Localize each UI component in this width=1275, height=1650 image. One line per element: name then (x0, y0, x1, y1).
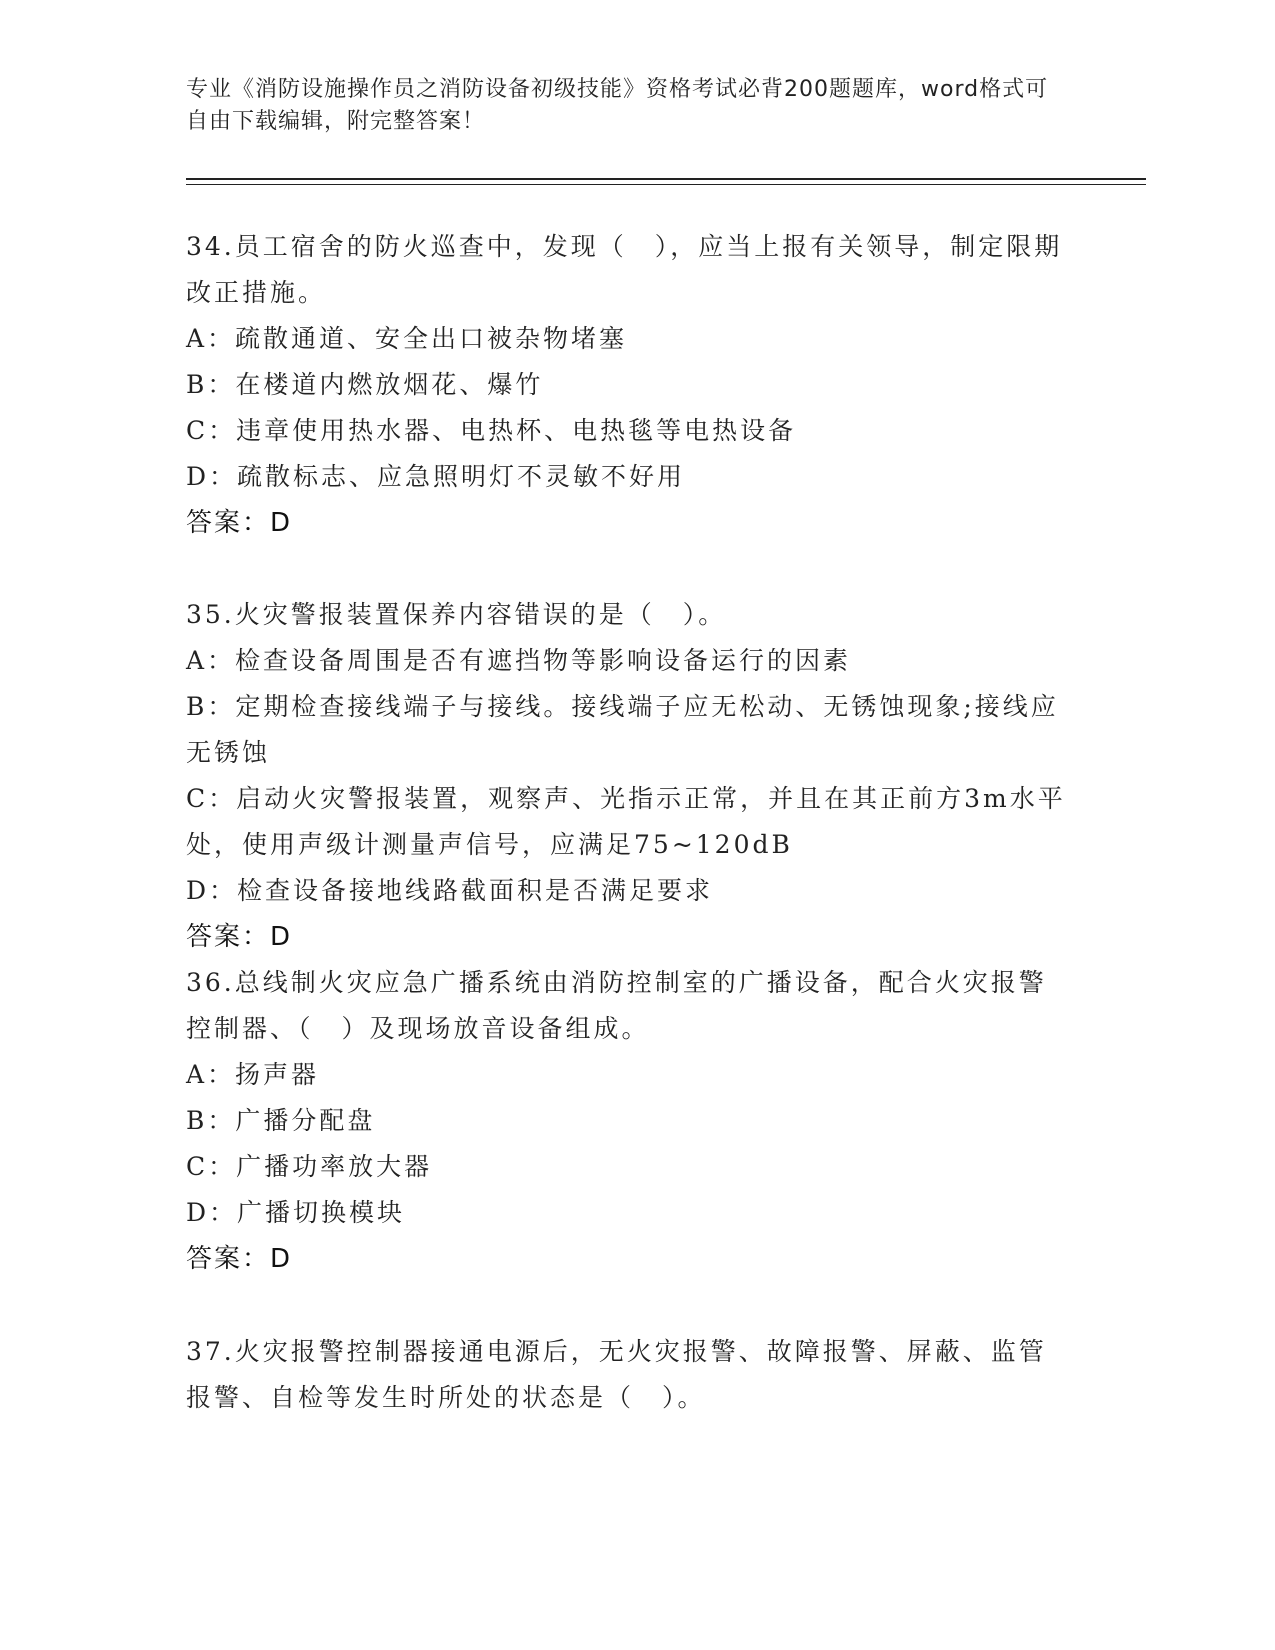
answer-label: 答案： (186, 922, 271, 952)
answer-line (186, 500, 1066, 546)
option-b: B：广播分配盘 (186, 1106, 376, 1135)
option-a: A：检查设备周围是否有遮挡物等影响设备运行的因素 (186, 646, 852, 675)
answer-value: D (270, 508, 293, 538)
question-stem: 34.员工宿舍的防火巡查中，发现（ ），应当上报有关领导，制定限期改正措施。 (186, 232, 1063, 307)
answer-value: D (270, 922, 293, 952)
header-divider-thin (186, 184, 1146, 185)
question-34 (186, 224, 1066, 546)
answer-value: D (270, 1244, 293, 1274)
answer-label: 答案： (186, 508, 271, 538)
option-d: D：疏散标志、应急照明灯不灵敏不好用 (186, 462, 686, 491)
question-stem: 36.总线制火灾应急广播系统由消防控制室的广播设备，配合火灾报警控制器、（ ）及现场放音设备组成。 (186, 968, 1047, 1043)
question-stem: 35.火灾警报装置保养内容错误的是（ ）。 (186, 600, 727, 629)
answer-line (186, 1236, 1066, 1282)
answer-line (186, 914, 1066, 960)
option-a: A：扬声器 (186, 1060, 320, 1089)
option-c: C：违章使用热水器、电热杯、电热毯等电热设备 (186, 416, 797, 445)
option-c: C：启动火灾警报装置，观察声、光指示正常，并且在其正前方3m水平处，使用声级计测量声信号，应满足75~120dB (186, 784, 1066, 859)
document-header: 专业《消防设施操作员之消防设备初级技能》资格考试必背200题题库，word格式可自由下载编辑，附完整答案！ (186, 77, 1049, 134)
option-b: B：在楼道内燃放烟花、爆竹 (186, 370, 544, 399)
header-divider-thick (186, 178, 1146, 180)
question-36 (186, 960, 1066, 1282)
question-stem: 37.火灾报警控制器接通电源后，无火灾报警、故障报警、屏蔽、监管报警、自检等发生时所处的状态是（ ）。 (186, 1337, 1047, 1412)
option-a: A：疏散通道、安全出口被杂物堵塞 (186, 324, 628, 353)
question-35 (186, 592, 1066, 960)
answer-label: 答案： (186, 1244, 271, 1274)
option-d: D：广播切换模块 (186, 1198, 406, 1227)
question-37 (186, 1329, 1066, 1421)
option-b: B：定期检查接线端子与接线。接线端子应无松动、无锈蚀现象;接线应无锈蚀 (186, 692, 1059, 767)
option-c: C：广播功率放大器 (186, 1152, 433, 1181)
option-d: D：检查设备接地线路截面积是否满足要求 (186, 876, 714, 905)
